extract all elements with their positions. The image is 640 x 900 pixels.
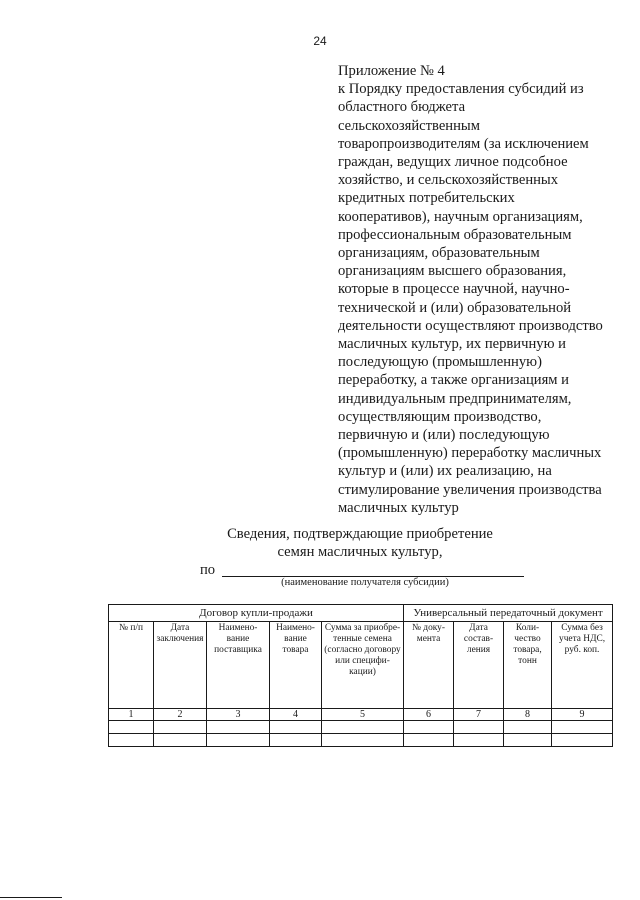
footnote-divider	[0, 897, 62, 898]
table-cell[interactable]	[207, 721, 270, 734]
table-cell[interactable]	[404, 734, 454, 747]
table-cell[interactable]	[454, 734, 504, 747]
column-header: Дата заключения	[154, 622, 207, 709]
table-cell[interactable]	[270, 734, 322, 747]
table-cell[interactable]	[154, 721, 207, 734]
recipient-caption: (наименование получателя субсидии)	[281, 577, 449, 588]
column-header: Коли-чество товара, тонн	[504, 622, 552, 709]
page-number: 24	[313, 34, 327, 48]
appendix-line: индивидуальным предпринимателям,	[338, 390, 572, 407]
column-number: 9	[552, 709, 613, 721]
appendix-line: товаропроизводителям (за исключением	[338, 135, 589, 152]
form-heading	[150, 525, 570, 561]
appendix-line: профессиональным образовательным	[338, 226, 572, 243]
appendix-line: граждан, ведущих личное подсобное	[338, 154, 568, 171]
column-header: № доку-мента	[404, 622, 454, 709]
appendix-line: последующую (промышленную)	[338, 354, 542, 371]
appendix-line: стимулирование увеличения производства	[338, 481, 602, 498]
column-number: 1	[109, 709, 154, 721]
table-cell[interactable]	[109, 721, 154, 734]
column-number: 7	[454, 709, 504, 721]
appendix-line: организациям высшего образования,	[338, 263, 567, 280]
appendix-line: областного бюджета	[338, 99, 466, 116]
form-heading-line-2: семян масличных культур,	[277, 544, 443, 560]
column-number: 8	[504, 709, 552, 721]
column-header: Сумма без учета НДС, руб. коп.	[552, 622, 613, 709]
table-cell[interactable]	[322, 734, 404, 747]
appendix-line: которые в процессе научной, научно-	[338, 281, 570, 298]
appendix-line: хозяйство, и сельскохозяйственных	[338, 172, 559, 189]
column-number: 4	[270, 709, 322, 721]
appendix-line: (промышленную) переработку масличных	[338, 445, 602, 462]
column-header: № п/п	[109, 622, 154, 709]
acquisition-table	[108, 604, 613, 747]
table-cell[interactable]	[454, 721, 504, 734]
table-column-number-row	[109, 709, 613, 721]
table-cell[interactable]	[322, 721, 404, 734]
appendix-line: кредитных потребительских	[338, 190, 515, 207]
appendix-line: деятельности осуществляют производство	[338, 317, 603, 334]
appendix-line: переработку, а также организациям и	[338, 372, 569, 389]
column-header: Сумма за приобре-тенные семена (согласно договору или специфи-кации)	[322, 622, 404, 709]
appendix-line: первичную и (или) последующую	[338, 427, 550, 444]
column-header: Наимено-вание поставщика	[207, 622, 270, 709]
appendix-line: технической и (или) образовательной	[338, 299, 572, 316]
table-cell[interactable]	[552, 734, 613, 747]
table-cell[interactable]	[404, 721, 454, 734]
upd-group-header: Универсальный передаточный документ	[404, 605, 613, 622]
column-number: 3	[207, 709, 270, 721]
table-cell[interactable]	[207, 734, 270, 747]
appendix-line: к Порядку предоставления субсидий из	[338, 81, 584, 98]
column-header: Наимено-вание товара	[270, 622, 322, 709]
column-header: Дата состав-ления	[454, 622, 504, 709]
column-number: 6	[404, 709, 454, 721]
appendix-line: организациям, образовательным	[338, 245, 540, 262]
contract-group-header: Договор купли-продажи	[109, 605, 404, 622]
table-cell[interactable]	[504, 721, 552, 734]
table-group-header-row	[109, 605, 613, 622]
table-cell[interactable]	[270, 721, 322, 734]
table-cell[interactable]	[552, 721, 613, 734]
table-cell[interactable]	[154, 734, 207, 747]
appendix-line: кооперативов), научным организациям,	[338, 208, 583, 225]
table-cell[interactable]	[109, 734, 154, 747]
appendix-line: масличных культур, их первичную и	[338, 336, 566, 353]
appendix-title: Приложение № 4	[338, 63, 445, 79]
table-row	[109, 721, 613, 734]
appendix-line: масличных культур	[338, 499, 459, 516]
appendix-line: осуществляющим производство,	[338, 408, 542, 425]
table-cell[interactable]	[504, 734, 552, 747]
appendix-block	[338, 62, 620, 517]
form-heading-line-1: Сведения, подтверждающие приобретение	[227, 526, 493, 542]
column-number: 5	[322, 709, 404, 721]
recipient-prefix: по	[200, 562, 216, 578]
appendix-line: сельскохозяйственным	[338, 117, 480, 134]
table-column-header-row	[109, 622, 613, 709]
appendix-line: культур и (или) их реализацию, на	[338, 463, 552, 480]
column-number: 2	[154, 709, 207, 721]
table-row	[109, 734, 613, 747]
